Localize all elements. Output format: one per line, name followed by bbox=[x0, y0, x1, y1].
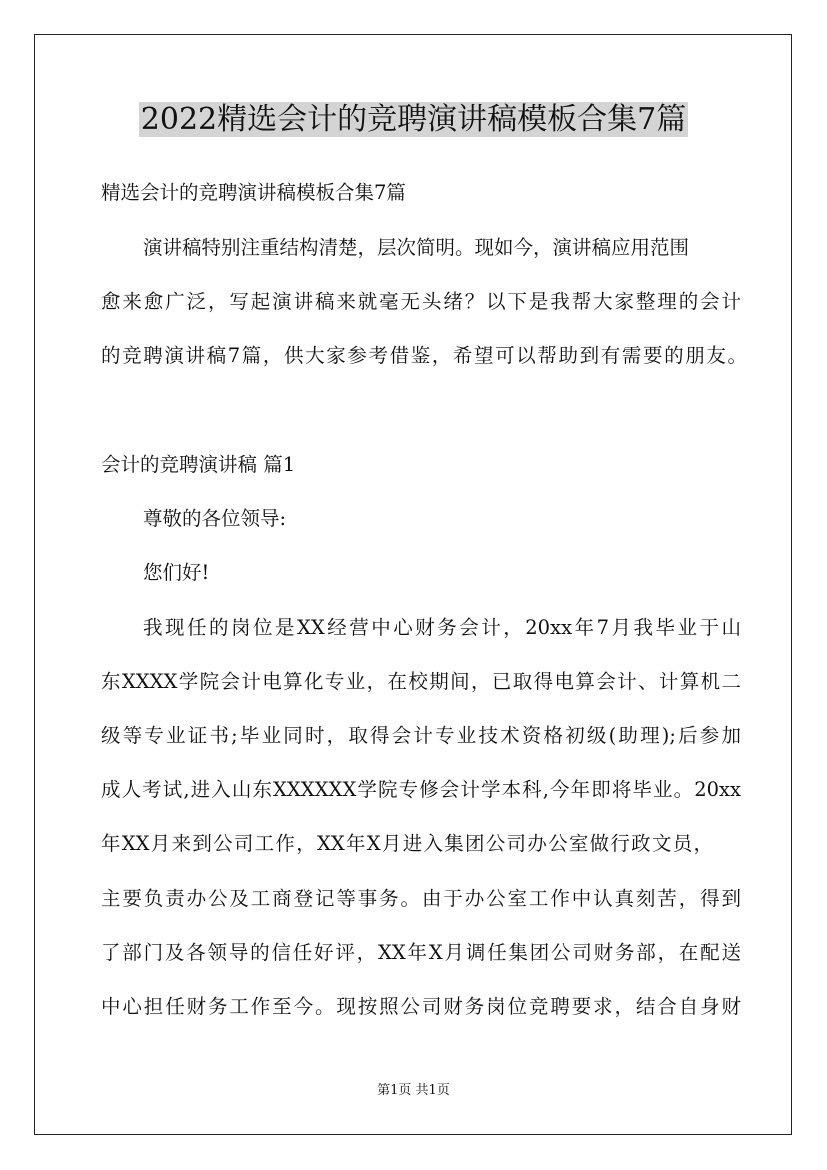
intro-line: 演讲稿特别注重结构清楚，层次简明。现如今，演讲稿应用范围 bbox=[143, 236, 690, 259]
body-line: 主要负责办公及工商登记等事务。由于办公室工作中认真刻苦，得到 bbox=[101, 887, 741, 910]
body-line: 东XXXX学院会计电算化专业，在校期间，已取得电算会计、计算机二 bbox=[101, 670, 741, 693]
page-footer: 第1页 共1页 bbox=[377, 1083, 450, 1098]
body-line: 我现任的岗位是XX经营中心财务会计，20xx年7月我毕业于山 bbox=[143, 616, 741, 639]
document-title bbox=[0, 100, 827, 140]
document-subtitle: 精选会计的竞聘演讲稿模板合集7篇 bbox=[101, 181, 406, 204]
salutation: 尊敬的各位领导: bbox=[143, 507, 287, 530]
intro-line: 的竞聘演讲稿7篇，供大家参考借鉴，希望可以帮助到有需要的朋友。 bbox=[101, 344, 747, 367]
body-line: 了部门及各领导的信任好评，XX年X月调任集团公司财务部，在配送 bbox=[101, 941, 741, 964]
body-line: 中心担任财务工作至今。现按照公司财务岗位竞聘要求，结合自身财 bbox=[101, 995, 741, 1018]
section-heading: 会计的竞聘演讲稿 篇1 bbox=[101, 453, 296, 476]
body-line: 年XX月来到公司工作，XX年X月进入集团公司办公室做行政文员， bbox=[101, 832, 713, 855]
greeting: 您们好! bbox=[143, 561, 210, 584]
body-line: 成人考试,进入山东XXXXXX学院专修会计学本科,今年即将毕业。20xx bbox=[101, 778, 741, 801]
document-title-text: 2022精选会计的竞聘演讲稿模板合集7篇 bbox=[140, 102, 687, 137]
body-line: 级等专业证书;毕业同时，取得会计专业技术资格初级(助理);后参加 bbox=[101, 724, 741, 747]
intro-line: 愈来愈广泛，写起演讲稿来就毫无头绪？以下是我帮大家整理的会计 bbox=[101, 290, 741, 313]
